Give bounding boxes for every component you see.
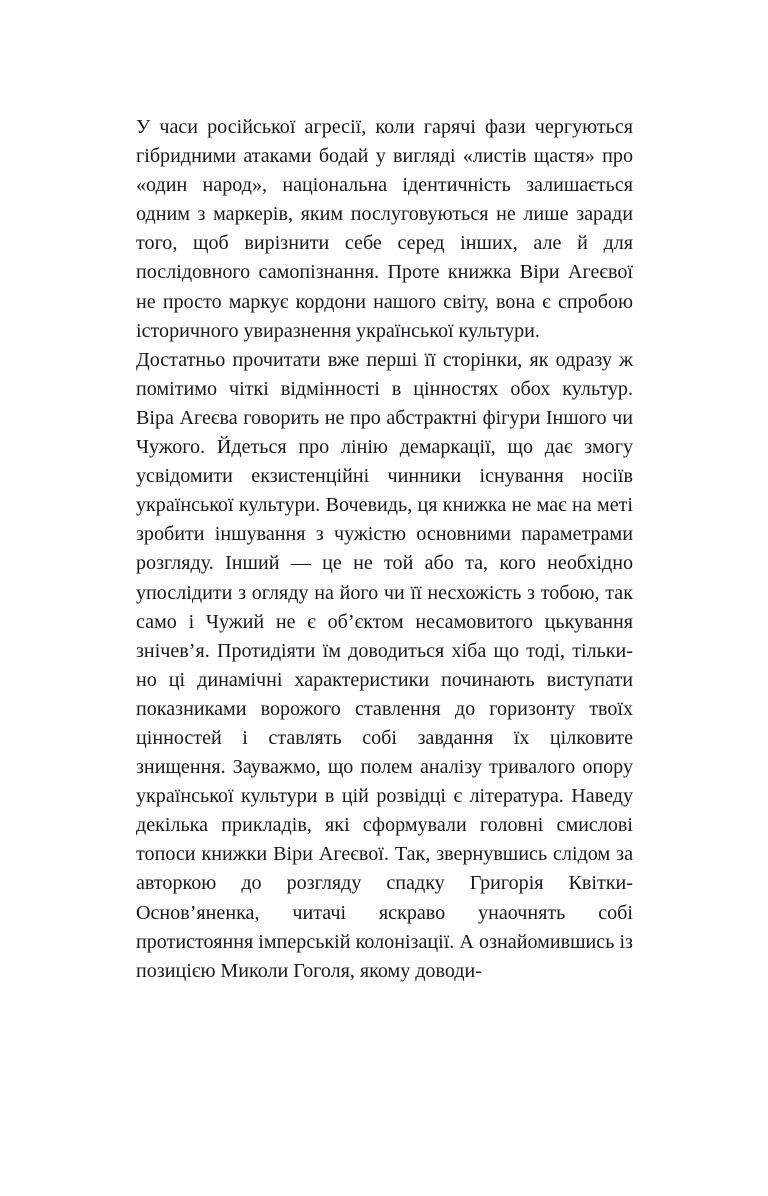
paragraph-1: У часи російської агресії, коли гарячі фази чергуються гібридними атаками бодай у вигляді «листів щастя» про «один народ», національна ідентичність залишається одним з маркерів, яким послуговуються не лише заради того, щоб вирізнити себе серед інших, але й для послідовного самопізнання. Проте книжка Віри Агеєвої не просто маркує кордони нашого світу, вона є спробою історичного увиразнення української культури. (136, 116, 633, 342)
body-text-column (136, 113, 633, 986)
paragraph-2: Достатньо прочитати вже перші її сторінки, як одразу ж помітимо чіткі відмінності в цінностях обох культур. Віра Агеєва говорить не про абстрактні фігури Іншого чи Чужого. Йдеться про лінію демаркації, що дає змогу усвідомити екзистенційні чинники існування носіїв української культури. Вочевидь, ця книжка не має на меті зробити іншування з чужістю основними параметрами розгляду. Інший — це не той або та, кого необхідно упослідити з огляду на його чи її несхожість з тобою, так само і Чужий не є об’єктом несамовитого цькування знічев’я. Протидіяти їм доводиться хіба що тоді, тільки-но ці динамічні характеристики починають виступати показниками ворожого ставлення до горизонту твоїх цінностей і ставлять собі завдання їх цілковите знищення. Зауважмо, що полем аналізу тривалого опору української культури в цій розвідці є література. Наведу декілька прикладів, які сформували головні смислові топоси книжки Віри Агеєвої. Так, звернувшись слідом за авторкою до розгляду спадку Григорія Квітки-Основ’яненка, читачі яскраво унаочнять собі протистояння імперській колонізації. А ознайомившись із позицією Миколи Гоголя, якому доводи- (136, 348, 633, 982)
